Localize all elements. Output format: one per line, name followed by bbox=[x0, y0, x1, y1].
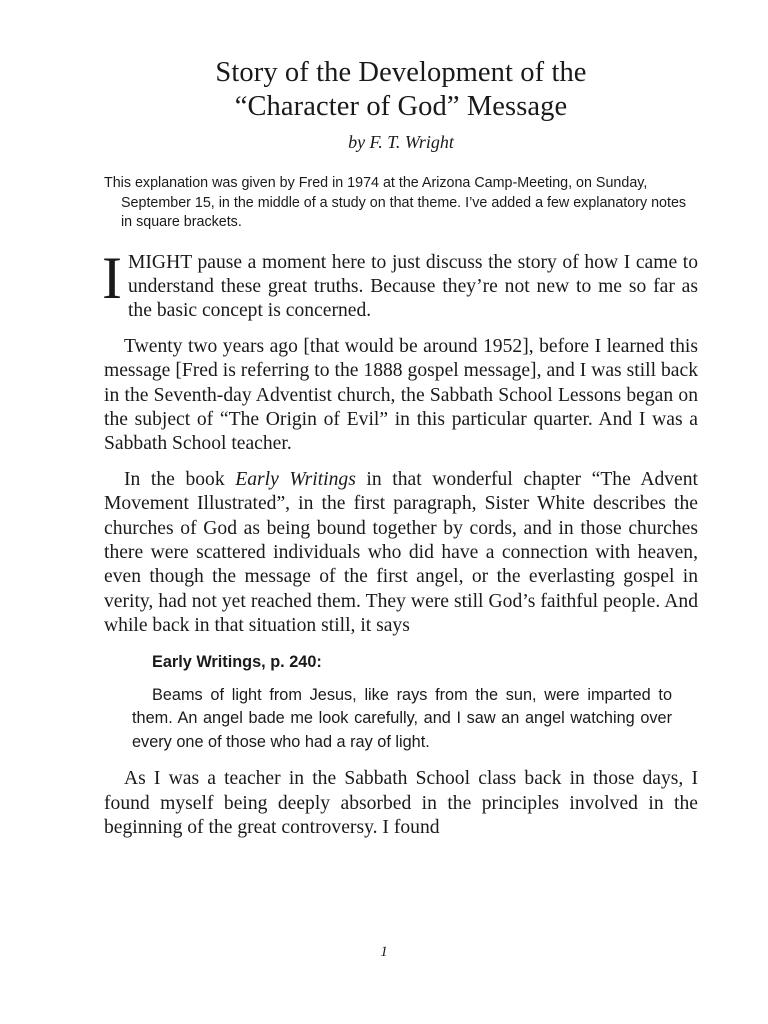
title-line-2: “Character of God” Message bbox=[234, 91, 568, 122]
author-byline: by F. T. Wright bbox=[348, 132, 454, 152]
paragraph-4: As I was a teacher in the Sabbath School class back in those days, I found myself being deeply absorbed in the principles involved in the beginning of the great controversy. I found bbox=[104, 768, 698, 838]
quote-text: Beams of light from Jesus, like rays from the sun, were imparted to them. An angel bade me look carefully, and I saw an angel watching over every one of those who had a ray of light. bbox=[132, 685, 672, 751]
block-quote bbox=[132, 651, 672, 755]
body-text bbox=[102, 244, 698, 841]
drop-cap: I bbox=[102, 244, 122, 311]
intro-note: This explanation was given by Fred in 1974 at the Arizona Camp-Meeting, on Sunday, September 15, in the middle of a study on that theme. I’ve added a few explanatory notes in square brackets. bbox=[104, 175, 687, 230]
book-title-italic: Early Writings bbox=[235, 468, 356, 490]
document-page bbox=[104, 56, 698, 840]
document-title bbox=[104, 56, 698, 124]
quote-source: Early Writings, p. 240: bbox=[152, 652, 322, 671]
page-number: 1 bbox=[380, 944, 388, 960]
paragraph-3-before: In the book bbox=[124, 468, 236, 490]
title-line-1: Story of the Development of the bbox=[215, 57, 587, 88]
paragraph-1 bbox=[102, 244, 698, 324]
paragraph-2: Twenty two years ago [that would be around 1952], before I learned this message [Fred is referring to the 1888 gospel message], and I was still back in the Seventh-day Adventist church, the Sabbath School Lessons began on the subject of “The Origin of Evil” in this particular quarter. And I was a Sabbath School teacher. bbox=[104, 335, 698, 455]
paragraph-3 bbox=[104, 468, 698, 639]
paragraph-3-after: in that wonderful chapter “The Advent Movement Illustrated”, in the first paragraph, Sister White describes the churches of God as being bound together by cords, and in those churches there were scattered individuals who did have a connection with heaven, even though the message of the first angel, or the everlasting gospel in verity, had not yet reached them. They were still God’s faithful people. And while back in that situation still, it says bbox=[104, 468, 698, 637]
paragraph-1-text: MIGHT pause a moment here to just discuss the story of how I came to understand these great truths. Because they’re not new to me so far as the basic concept is concerned. bbox=[127, 251, 698, 322]
